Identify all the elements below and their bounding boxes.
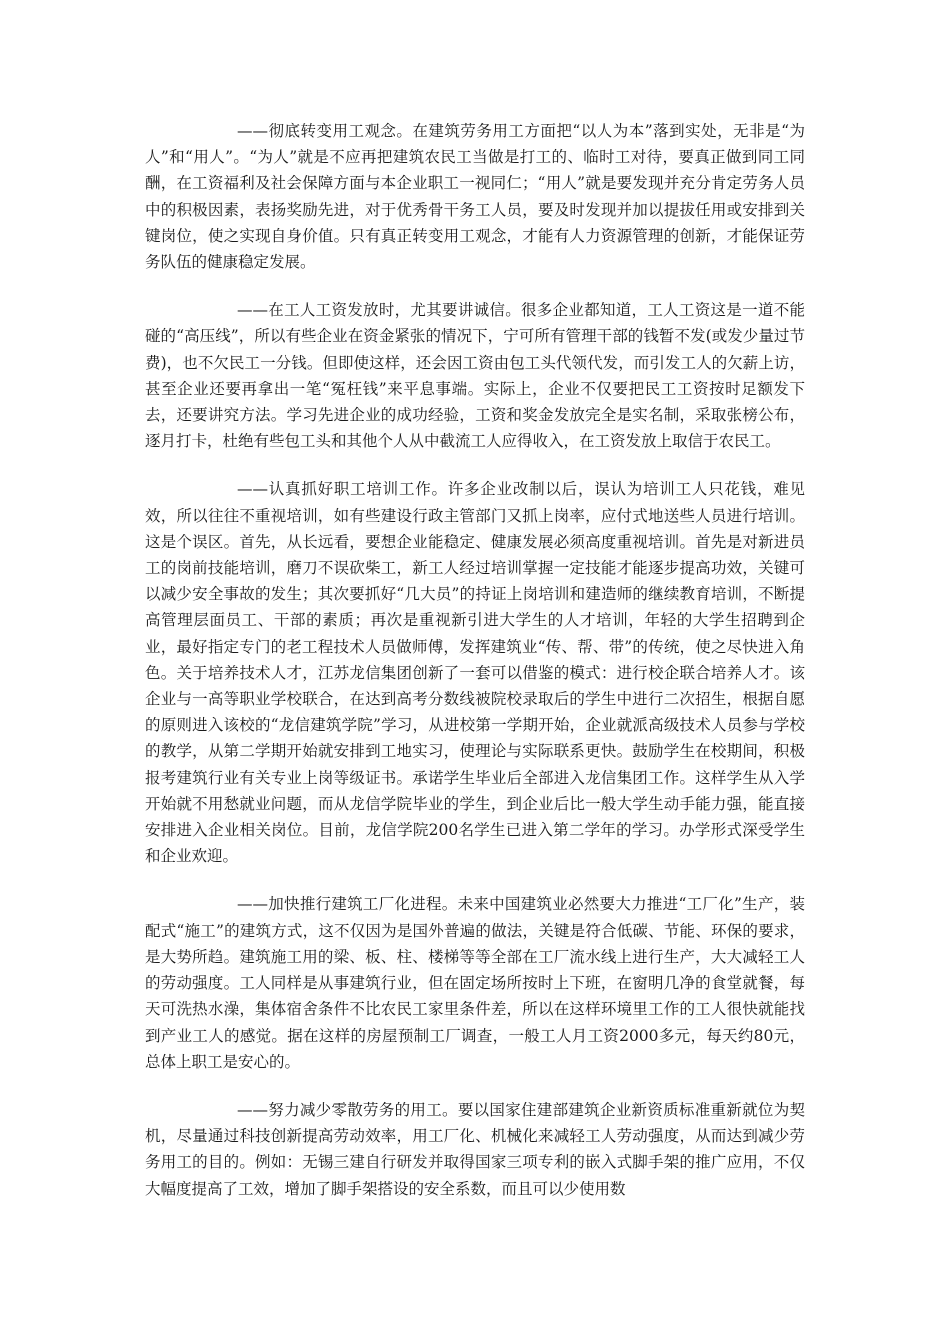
document-body (145, 118, 805, 1224)
paragraph-labor-concept: ——彻底转变用工观念。在建筑劳务用工方面把“以人为本”落到实处，无非是“为人”和“用人”。“为人”就是不应再把建筑农民工当做是打工的、临时工对待，要真正做到同工同酬，在工资福利及社会保障方面与本企业职工一视同仁；“用人”就是要发现并充分肯定劳务人员中的积极因素，表扬奖励先进，对于优秀骨干务工人员，要及时发现并加以提拔任用或安排到关键岗位，使之实现自身价值。只有真正转变用工观念，才能有人力资源管理的创新，才能保证劳务队伍的健康稳定发展。 (145, 122, 805, 272)
paragraph-wage-credibility: ——在工人工资发放时，尤其要讲诚信。很多企业都知道，工人工资这是一道不能碰的“高压线”，所以有些企业在资金紧张的情况下，宁可所有管理干部的钱暂不发(或发少量过节费)，也不欠民工一分钱。但即使这样，还会因工资由包工头代领代发，而引发工人的欠薪上访，甚至企业还要再拿出一笔“冤枉钱”来平息事端。实际上，企业不仅要把民工工资按时足额发下去，还要讲究方法。学习先进企业的成功经验，工资和奖金发放完全是实名制，采取张榜公布，逐月打卡，杜绝有些包工头和其他个人从中截流工人应得收入，在工资发放上取信于农民工。 (145, 301, 805, 451)
paragraph-staff-training: ——认真抓好职工培训工作。许多企业改制以后，误认为培训工人只花钱，难见效，所以往往不重视培训，如有些建设行政主管部门又抓上岗率，应付式地送些人员进行培训。这是个误区。首先，从长远看，要想企业能稳定、健康发展必须高度重视培训。首先是对新进员工的岗前技能培训，磨刀不误砍柴工，新工人经过培训掌握一定技能才能逐步提高功效，关键可以减少安全事故的发生；其次要抓好“几大员”的持证上岗培训和建造师的继续教育培训，不断提高管理层面员工、干部的素质；再次是重视新引进大学生的人才培训，年轻的大学生招聘到企业，最好指定专门的老工程技术人员做师傅，发挥建筑业“传、帮、带”的传统，使之尽快进入角色。关于培养技术人才，江苏龙信集团创新了一套可以借鉴的模式：进行校企联合培养人才。该企业与一高等职业学校联合，在达到高考分数线被院校录取后的学生中进行二次招生，根据自愿的原则进入该校的“龙信建筑学院”学习，从进校第一学期开始，企业就派高级技术人员参与学校的教学，从第二学期开始就安排到工地实习，使理论与实际联系更快。鼓励学生在校期间，积极报考建筑行业有关专业上岗等级证书。承诺学生毕业后全部进入龙信集团工作。这样学生从入学开始就不用愁就业问题，而从龙信学院毕业的学生，到企业后比一般大学生动手能力强，能直接安排进入企业相关岗位。目前，龙信学院200名学生已进入第二学年的学习。办学形式深受学生和企业欢迎。 (145, 480, 805, 866)
paragraph-factory-construction: ——加快推行建筑工厂化进程。未来中国建筑业必然要大力推进“工厂化”生产，装配式“施工”的建筑方式，这不仅因为是国外普遍的做法，关键是符合低碳、节能、环保的要求，是大势所趋。建筑施工用的梁、板、柱、楼梯等等全部在工厂流水线上进行生产，大大减轻工人的劳动强度。工人同样是从事建筑行业，但在固定场所按时上下班，在窗明几净的食堂就餐，每天可洗热水澡，集体宿舍条件不比农民工家里条件差，所以在这样环境里工作的工人很快就能找到产业工人的感觉。据在这样的房屋预制工厂调查，一般工人月工资2000多元，每天约80元，总体上职工是安心的。 (145, 895, 805, 1071)
paragraph-reduce-casual-labor: ——努力减少零散劳务的用工。要以国家住建部建筑企业新资质标准重新就位为契机，尽量通过科技创新提高劳动效率，用工厂化、机械化来减轻工人劳动强度，从而达到减少劳务用工的目的。例如：无锡三建自行研发并取得国家三项专利的嵌入式脚手架的推广应用，不仅大幅度提高了工效，增加了脚手架搭设的安全系数，而且可以少使用数 (145, 1100, 805, 1198)
